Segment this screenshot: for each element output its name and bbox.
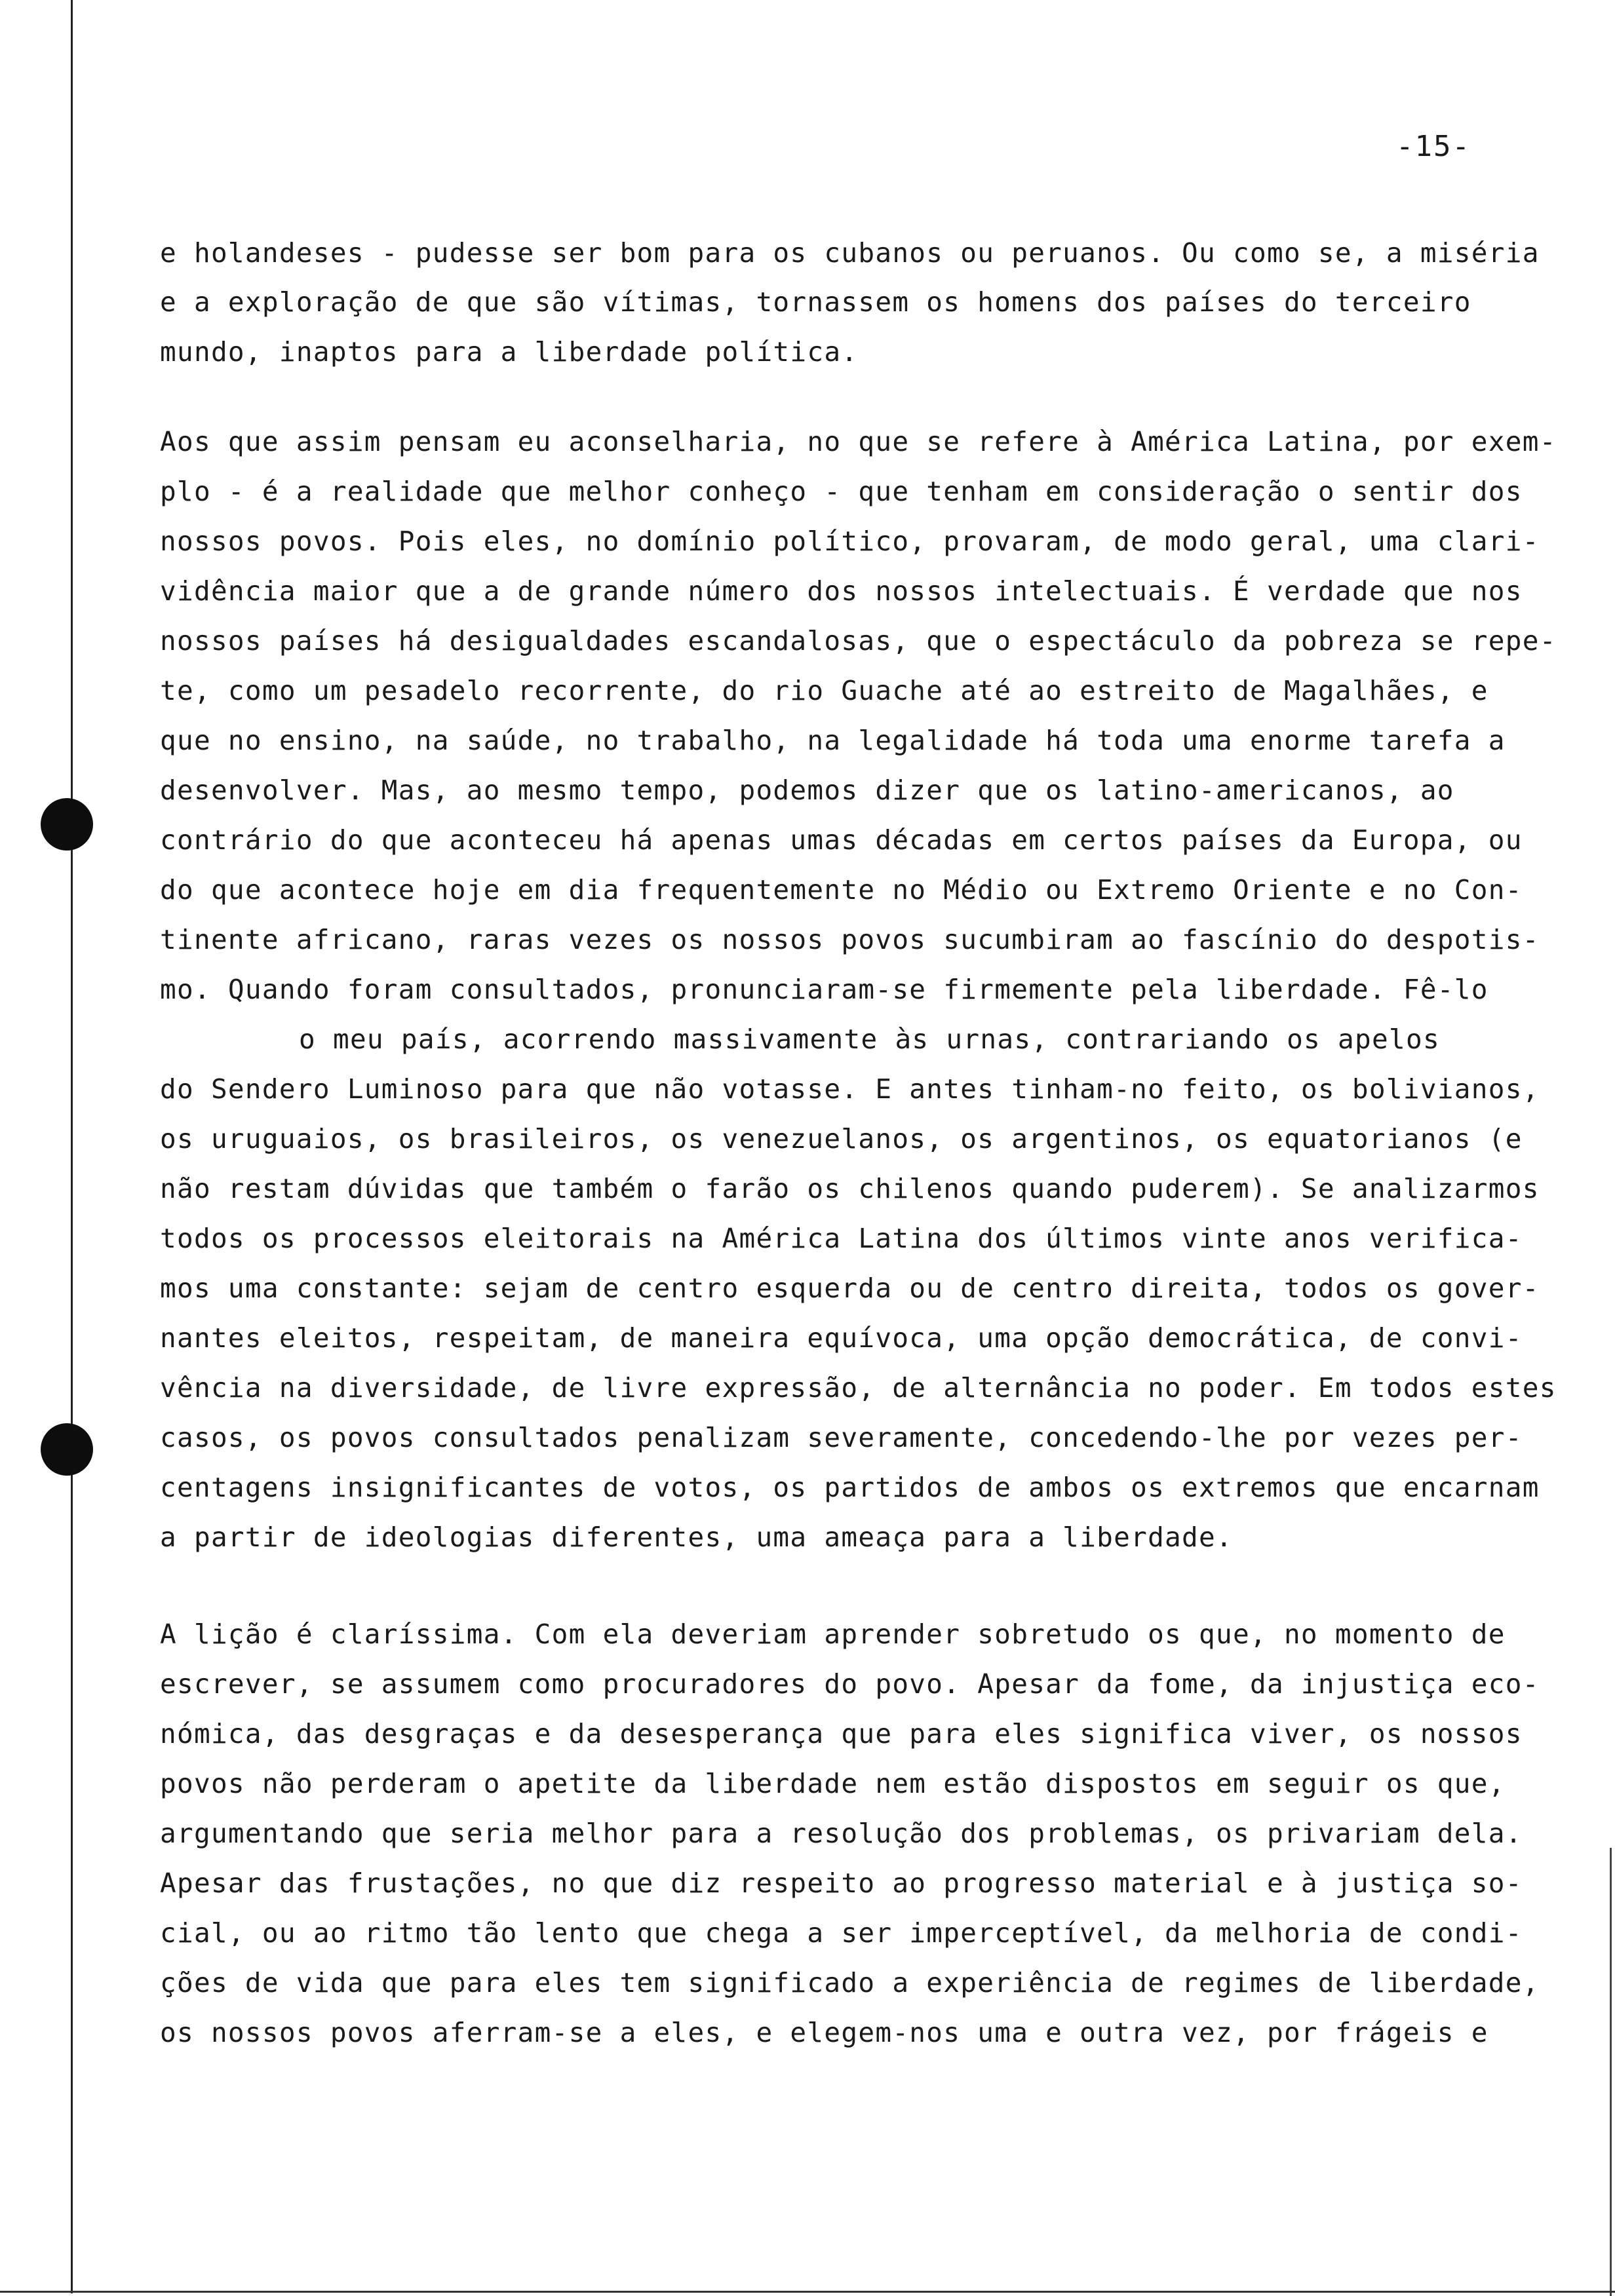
text-line: e a exploração de que são vítimas, tornassem os homens dos países do terceiro [160, 286, 1471, 318]
text-line: nantes eleitos, respeitam, de maneira equívoca, uma opção democrática, de convi- [160, 1322, 1523, 1354]
text-line: que no ensino, na saúde, no trabalho, na legalidade há toda uma enorme tarefa a [160, 725, 1506, 756]
text-line: A lição é claríssima. Com ela deveriam aprender sobretudo os que, no momento de [160, 1618, 1506, 1650]
text-line: Aos que assim pensam eu aconselharia, no que se refere à América Latina, por exem- [160, 426, 1557, 457]
text-line: e holandeses - pudesse ser bom para os cubanos ou peruanos. Ou como se, a miséria [160, 237, 1540, 269]
text-line: mo. Quando foram consultados, pronunciaram-se firmemente pela liberdade. Fê-lo [160, 974, 1489, 1005]
text-line: vência na diversidade, de livre expressão, de alternância no poder. Em todos estes [160, 1372, 1557, 1404]
text-line: a partir de ideologias diferentes, uma ameaça para a liberdade. [160, 1521, 1233, 1553]
left-margin-rule [71, 0, 73, 2293]
text-line: cial, ou ao ritmo tão lento que chega a ser imperceptível, da melhoria de condi- [160, 1917, 1523, 1949]
text-line: nómica, das desgraças e da desesperança que para eles significa viver, os nossos [160, 1718, 1523, 1750]
bottom-edge-rule [0, 2291, 1615, 2293]
text-line: mos uma constante: sejam de centro esquerda ou de centro direita, todos os gover- [160, 1272, 1540, 1304]
text-line: ções de vida que para eles tem significado a experiência de regimes de liberdade, [160, 1967, 1540, 1999]
text-line: plo - é a realidade que melhor conheço - que tenham em consideração o sentir dos [160, 476, 1523, 507]
text-line: Apesar das frustações, no que diz respeito ao progresso material e à justiça so- [160, 1867, 1523, 1899]
text-line: vidência maior que a de grande número dos nossos intelectuais. É verdade que nos [160, 575, 1523, 607]
text-line: todos os processos eleitorais na América Latina dos últimos vinte anos verifica- [160, 1223, 1523, 1254]
text-line: contrário do que aconteceu há apenas umas décadas em certos países da Europa, ou [160, 824, 1523, 856]
text-line: nossos povos. Pois eles, no domínio político, provaram, de modo geral, uma clari- [160, 526, 1540, 557]
text-line: desenvolver. Mas, ao mesmo tempo, podemos dizer que os latino-americanos, ao [160, 775, 1454, 806]
text-line: o meu país, acorrendo massivamente às urnas, contrariando os apelos [299, 1024, 1440, 1055]
text-line: os uruguaios, os brasileiros, os venezuelanos, os argentinos, os equatorianos (e [160, 1123, 1523, 1155]
text-line: os nossos povos aferram-se a eles, e elegem-nos uma e outra vez, por frágeis e [160, 2017, 1489, 2048]
text-line: não restam dúvidas que também o farão os chilenos quando puderem). Se analizarmos [160, 1173, 1540, 1204]
punch-hole-lower [41, 1423, 93, 1476]
text-line: do que acontece hoje em dia frequentemente no Médio ou Extremo Oriente e no Con- [160, 874, 1523, 906]
text-line: nossos países há desigualdades escandalosas, que o espectáculo da pobreza se repe- [160, 625, 1557, 657]
text-line: escrever, se assumem como procuradores do povo. Apesar da fome, da injustiça eco- [160, 1668, 1540, 1700]
right-edge-rule [1610, 1848, 1612, 2296]
text-line: argumentando que seria melhor para a resolução dos problemas, os privariam dela. [160, 1818, 1523, 1849]
text-line: centagens insignificantes de votos, os partidos de ambos os extremos que encarnam [160, 1472, 1540, 1503]
text-line: povos não perderam o apetite da liberdade nem estão dispostos em seguir os que, [160, 1768, 1506, 1799]
page-number: -15- [1396, 130, 1471, 163]
text-line: casos, os povos consultados penalizam severamente, concedendo-lhe por vezes per- [160, 1422, 1523, 1453]
text-line: mundo, inaptos para a liberdade política. [160, 336, 859, 368]
punch-hole-upper [41, 798, 93, 851]
text-line: do Sendero Luminoso para que não votasse. E antes tinham-no feito, os bolivianos, [160, 1073, 1540, 1105]
text-line: tinente africano, raras vezes os nossos povos sucumbiram ao fascínio do despotis- [160, 924, 1540, 955]
text-line: te, como um pesadelo recorrente, do rio Guache até ao estreito de Magalhães, e [160, 675, 1489, 706]
